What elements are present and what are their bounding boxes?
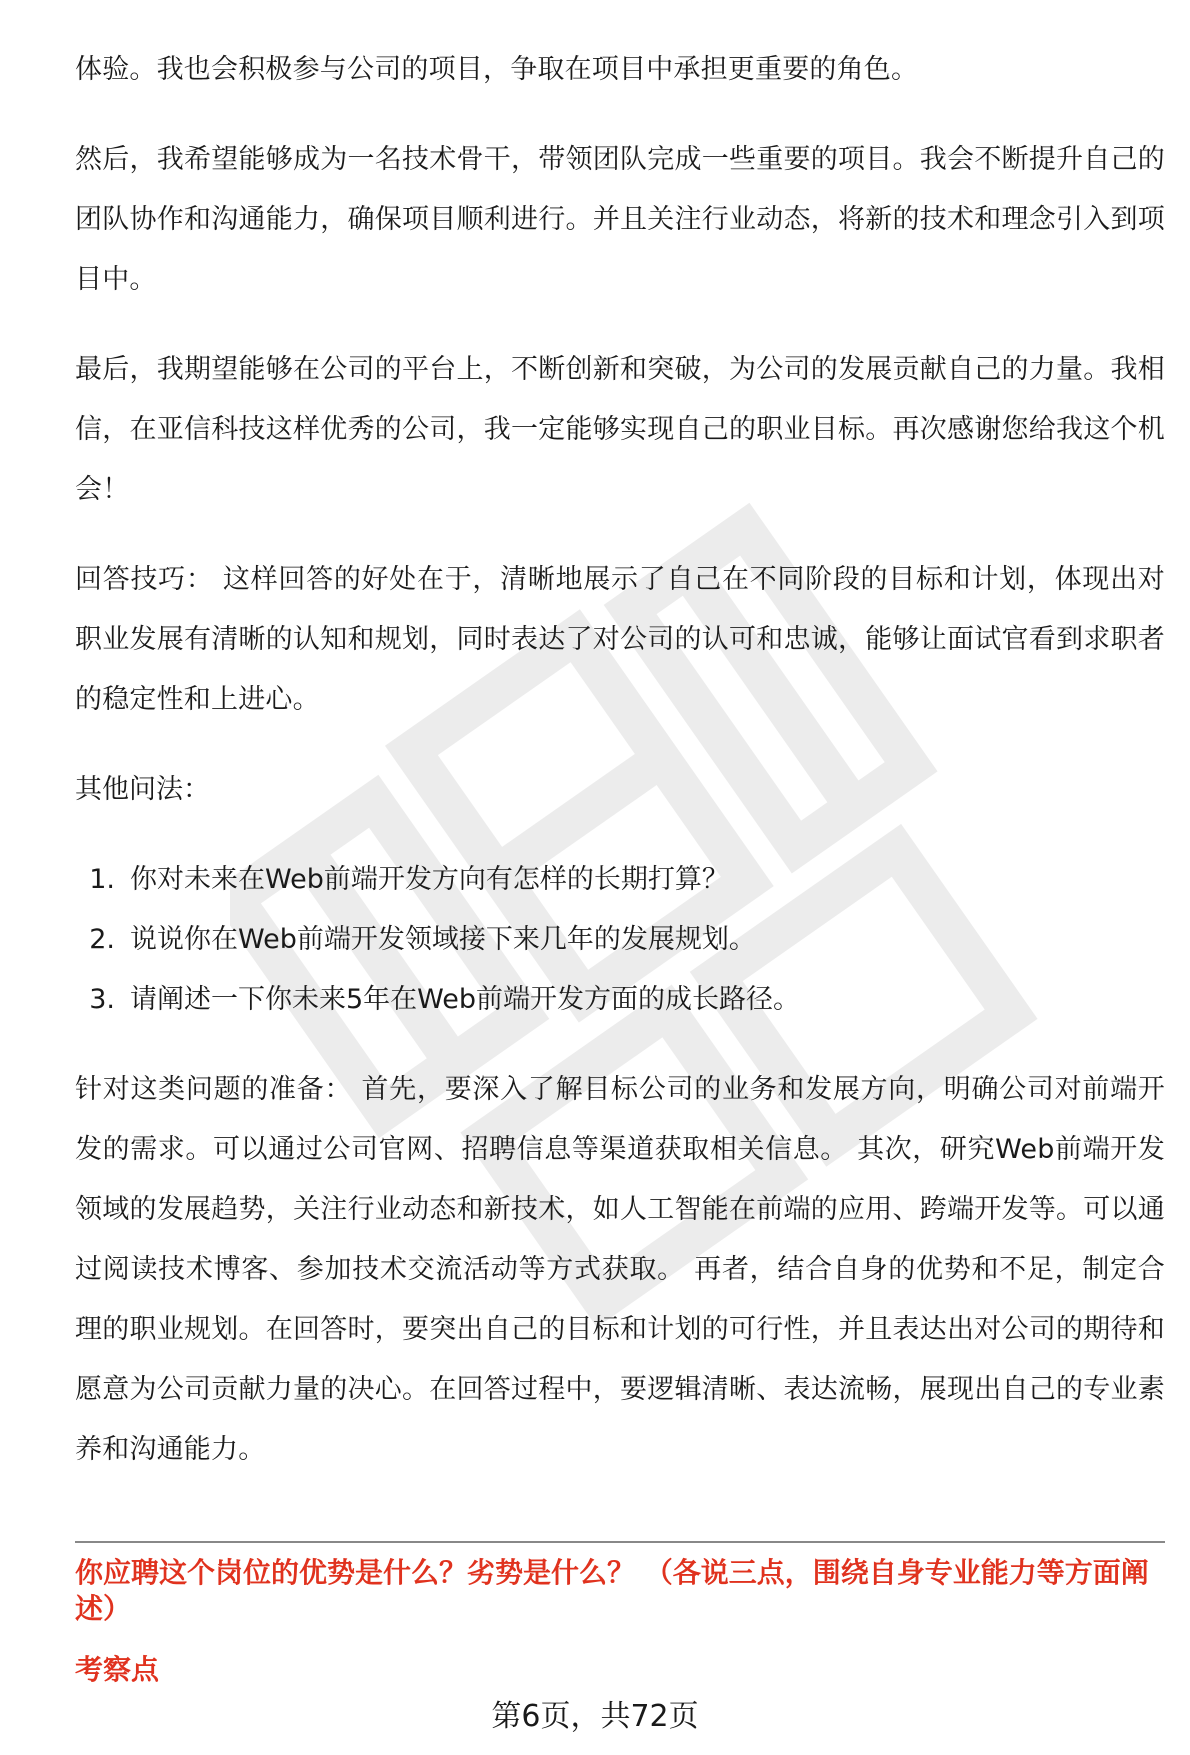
other-questions-list [75, 850, 1165, 1030]
list-item [75, 850, 1165, 910]
paragraph-finally: 最后，我期望能够在公司的平台上，不断创新和突破，为公司的发展贡献自己的力量。我相信，在亚信科技这样优秀的公司，我一定能够实现自己的职业目标。再次感谢您给我这个机会！ [75, 354, 1165, 505]
list-item-number: 3. [89, 984, 115, 1015]
page-number-footer: 第6页，共72页 [491, 1699, 699, 1734]
paragraph-then: 然后，我希望能够成为一名技术骨干，带领团队完成一些重要的项目。我会不断提升自己的团队协作和沟通能力，确保项目顺利进行。并且关注行业动态，将新的技术和理念引入到项目中。 [75, 144, 1165, 295]
main-content [75, 40, 1165, 1510]
next-question-heading: 你应聘这个岗位的优势是什么？劣势是什么？ （各说三点，围绕自身专业能力等方面阐述） [75, 1556, 1149, 1625]
paragraph-answer-tips: 回答技巧： 这样回答的好处在于，清晰地展示了自己在不同阶段的目标和计划，体现出对职业发展有清晰的认知和规划，同时表达了对公司的认可和忠诚，能够让面试官看到求职者的稳定性和上进心。 [75, 564, 1165, 715]
section-divider [75, 1541, 1165, 1543]
paragraph-preparation: 针对这类问题的准备： 首先，要深入了解目标公司的业务和发展方向，明确公司对前端开发的需求。可以通过公司官网、招聘信息等渠道获取相关信息。 其次，研究Web前端开发领域的发展趋势，关注行业动态和新技术，如人工智能在前端的应用、跨端开发等。可以通过阅读技术博客、参加技术交流活动等方式获取。 再者，结合自身的优势和不足，制定合理的职业规划。在回答时，要突出自己的目标和计划的可行性，并且表达出对公司的期待和愿意为公司贡献力量的决心。在回答过程中，要逻辑清晰、表达流畅，展现出自己的专业素养和沟通能力。 [75, 1074, 1165, 1465]
list-item-text: 说说你在Web前端开发领域接下来几年的发展规划。 [130, 924, 756, 955]
list-item-text: 你对未来在Web前端开发方向有怎样的长期打算？ [130, 864, 729, 895]
list-item-number: 2. [89, 924, 115, 955]
list-item [75, 970, 1165, 1030]
paragraph-experience: 体验。我也会积极参与公司的项目，争取在项目中承担更重要的角色。 [75, 54, 919, 85]
assessment-point-heading: 考察点 [75, 1653, 160, 1686]
list-item [75, 910, 1165, 970]
other-questions-label: 其他问法： [75, 774, 210, 805]
list-item-text: 请阐述一下你未来5年在Web前端开发方面的成长路径。 [130, 984, 801, 1015]
list-item-number: 1. [89, 864, 115, 895]
